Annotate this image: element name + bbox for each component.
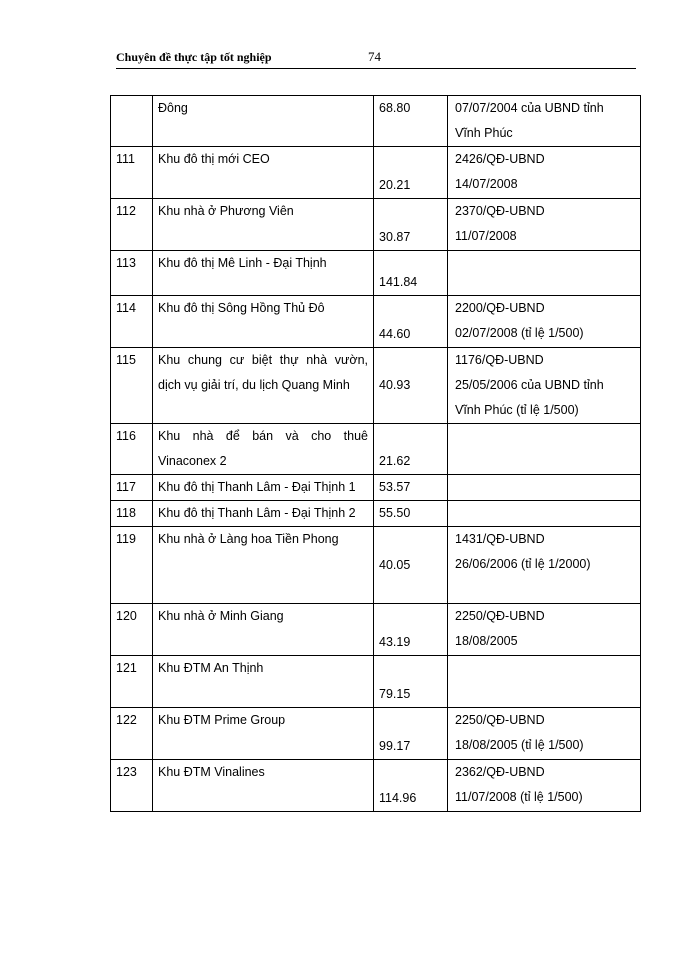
decision-info: 2250/QĐ-UBND 18/08/2005 bbox=[448, 604, 641, 656]
project-name: Khu đô thị Mê Linh - Đại Thịnh bbox=[153, 251, 374, 296]
table-row bbox=[111, 475, 641, 501]
project-area: 141.84 bbox=[374, 251, 448, 296]
project-name: Khu ĐTM An Thịnh bbox=[153, 656, 374, 708]
row-number: 112 bbox=[111, 199, 153, 251]
table-row bbox=[111, 760, 641, 812]
project-area: 79.15 bbox=[374, 656, 448, 708]
project-area: 43.19 bbox=[374, 604, 448, 656]
decision-info: 2362/QĐ-UBND 11/07/2008 (tỉ lệ 1/500) bbox=[448, 760, 641, 812]
project-name: Khu nhà ở Phương Viên bbox=[153, 199, 374, 251]
row-number: 119 bbox=[111, 527, 153, 604]
project-area: 55.50 bbox=[374, 501, 448, 527]
page-number: 74 bbox=[368, 49, 381, 64]
row-number: 122 bbox=[111, 708, 153, 760]
decision-info: 07/07/2004 của UBND tỉnh Vĩnh Phúc bbox=[448, 96, 641, 147]
decision-info bbox=[448, 501, 641, 527]
project-name: Khu nhà để bán và cho thuê Vinaconex 2 bbox=[153, 424, 374, 475]
decision-info: 1431/QĐ-UBND 26/06/2006 (tỉ lệ 1/2000) bbox=[448, 527, 641, 604]
project-area: 40.93 bbox=[374, 348, 448, 424]
table-row bbox=[111, 251, 641, 296]
row-number: 116 bbox=[111, 424, 153, 475]
project-area: 30.87 bbox=[374, 199, 448, 251]
decision-info: 2250/QĐ-UBND 18/08/2005 (tỉ lệ 1/500) bbox=[448, 708, 641, 760]
table-row bbox=[111, 199, 641, 251]
project-name: Khu ĐTM Vinalines bbox=[153, 760, 374, 812]
row-number: 114 bbox=[111, 296, 153, 348]
table-row bbox=[111, 604, 641, 656]
decision-info bbox=[448, 251, 641, 296]
project-area: 20.21 bbox=[374, 147, 448, 199]
project-area: 99.17 bbox=[374, 708, 448, 760]
page-header bbox=[116, 48, 636, 69]
table-row bbox=[111, 708, 641, 760]
decision-info bbox=[448, 656, 641, 708]
project-area: 44.60 bbox=[374, 296, 448, 348]
row-number: 123 bbox=[111, 760, 153, 812]
project-area: 53.57 bbox=[374, 475, 448, 501]
row-number: 111 bbox=[111, 147, 153, 199]
row-number bbox=[111, 96, 153, 147]
project-name: Khu đô thị Thanh Lâm - Đại Thịnh 1 bbox=[153, 475, 374, 501]
decision-info: 2426/QĐ-UBND 14/07/2008 bbox=[448, 147, 641, 199]
project-name: Khu đô thị Sông Hồng Thủ Đô bbox=[153, 296, 374, 348]
table-row bbox=[111, 501, 641, 527]
project-name: Đông bbox=[153, 96, 374, 147]
project-name: Khu nhà ở Minh Giang bbox=[153, 604, 374, 656]
row-number: 121 bbox=[111, 656, 153, 708]
table-row bbox=[111, 147, 641, 199]
row-number: 118 bbox=[111, 501, 153, 527]
decision-info: 1176/QĐ-UBND 25/05/2006 của UBND tỉnh Vĩnh Phúc (tỉ lệ 1/500) bbox=[448, 348, 641, 424]
table-row bbox=[111, 296, 641, 348]
table-row bbox=[111, 656, 641, 708]
decision-info bbox=[448, 475, 641, 501]
project-name: Khu nhà ở Làng hoa Tiền Phong bbox=[153, 527, 374, 604]
project-area: 21.62 bbox=[374, 424, 448, 475]
project-name: Khu đô thị Thanh Lâm - Đại Thịnh 2 bbox=[153, 501, 374, 527]
project-area: 68.80 bbox=[374, 96, 448, 147]
project-area: 40.05 bbox=[374, 527, 448, 604]
decision-info bbox=[448, 424, 641, 475]
row-number: 117 bbox=[111, 475, 153, 501]
row-number: 113 bbox=[111, 251, 153, 296]
project-area: 114.96 bbox=[374, 760, 448, 812]
project-name: Khu ĐTM Prime Group bbox=[153, 708, 374, 760]
decision-info: 2200/QĐ-UBND 02/07/2008 (tỉ lệ 1/500) bbox=[448, 296, 641, 348]
decision-info: 2370/QĐ-UBND 11/07/2008 bbox=[448, 199, 641, 251]
row-number: 120 bbox=[111, 604, 153, 656]
row-number: 115 bbox=[111, 348, 153, 424]
table-row bbox=[111, 527, 641, 604]
project-name: Khu chung cư biệt thự nhà vườn, dịch vụ giải trí, du lịch Quang Minh bbox=[153, 348, 374, 424]
header-title: Chuyên đề thực tập tốt nghiệp bbox=[116, 50, 272, 64]
land-project-table bbox=[110, 95, 641, 812]
table-row bbox=[111, 96, 641, 147]
project-name: Khu đô thị mới CEO bbox=[153, 147, 374, 199]
table-row bbox=[111, 348, 641, 424]
table-row bbox=[111, 424, 641, 475]
